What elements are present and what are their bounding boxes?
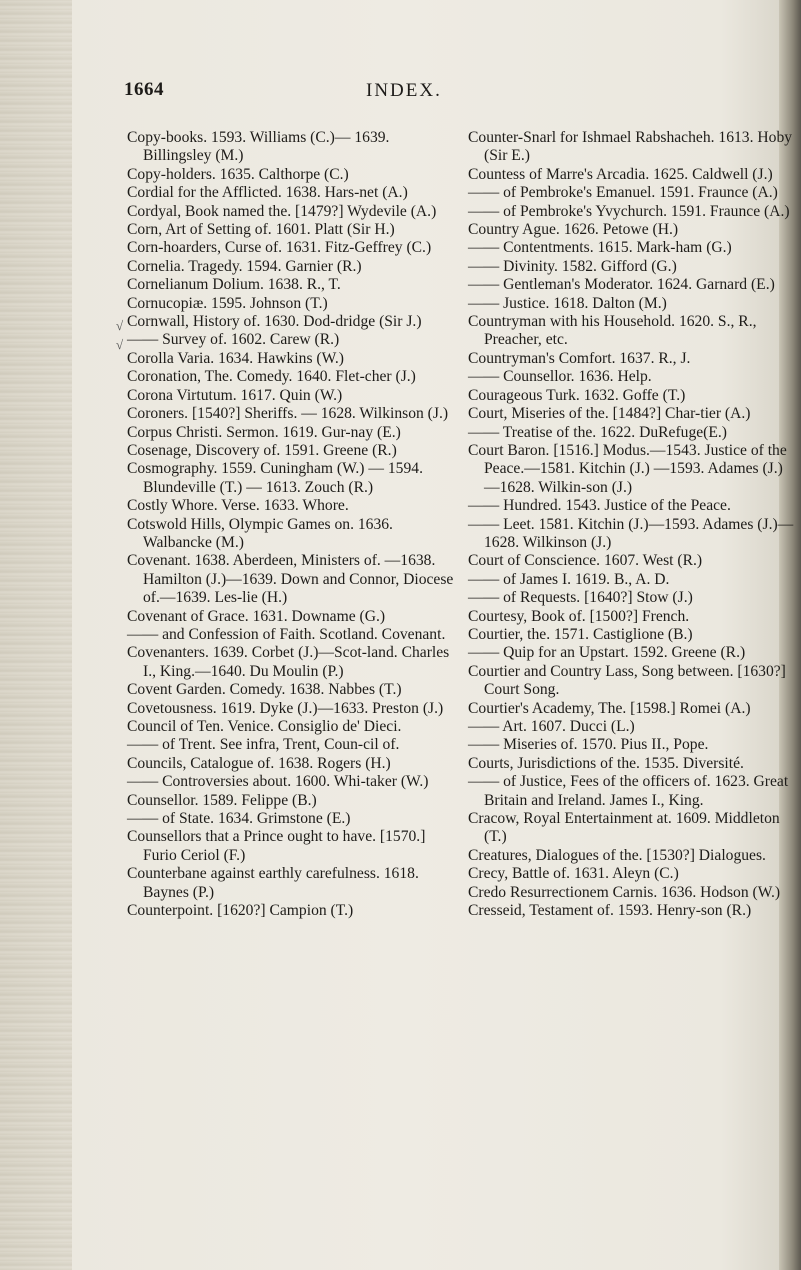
index-entry: —— of State. 1634. Grimstone (E.) — [127, 810, 351, 828]
index-entry: Corpus Christi. Sermon. 1619. Gur-nay (E.) — [127, 423, 401, 441]
index-entry: Countess of Marre's Arcadia. 1625. Caldwell (J.) — [468, 165, 773, 183]
index-entry: Courtier, the. 1571. Castiglione (B.) — [468, 625, 693, 643]
index-entry: —— Justice. 1618. Dalton (M.) — [468, 294, 667, 312]
index-entry: Counterpoint. [1620?] Campion (T.) — [127, 902, 354, 920]
index-entry: Court of Conscience. 1607. West (R.) — [468, 552, 703, 570]
index-entry: Corona Virtutum. 1617. Quin (W.) — [127, 386, 343, 404]
index-entry: Costly Whore. Verse. 1633. Whore. — [127, 497, 349, 515]
index-entry: —— Hundred. 1543. Justice of the Peace. — [468, 497, 731, 515]
index-entry: Counsellor. 1589. Felippe (B.) — [127, 791, 317, 809]
index-entry: Covenant of Grace. 1631. Downame (G.) — [127, 607, 386, 625]
index-entry: Covenanters. 1639. Corbet (J.)—Scot-land. Charles I., King.—1640. Du Moulin (P.) — [127, 644, 450, 680]
index-entry: Court Baron. [1516.] Modus.—1543. Justice of the Peace.—1581. Kitchin (J.) —1593. Adames (J.)—1628. Wilkin-son (J.) — [468, 441, 787, 496]
index-entry: —— of James I. 1619. B., A. D. — [468, 570, 670, 588]
index-entry: Cornwall, History of. 1630. Dod-dridge (Sir J.) — [127, 313, 422, 331]
index-entry: Courageous Turk. 1632. Goffe (T.) — [468, 386, 686, 404]
index-entry: —— Gentleman's Moderator. 1624. Garnard (E.) — [468, 276, 775, 294]
index-column-left — [127, 129, 457, 920]
margin-tick-mark: √ — [116, 318, 124, 333]
index-entry: —— of Trent. See infra, Trent, Coun-cil of. — [127, 736, 400, 754]
index-entry: Cotswold Hills, Olympic Games on. 1636. Walbancke (M.) — [127, 515, 393, 551]
index-entry: Covenant. 1638. Aberdeen, Ministers of. —1638. Hamilton (J.)—1639. Down and Connor, Diocese of.—1639. Les-lie (H.) — [127, 552, 454, 607]
index-entry: Cresseid, Testament of. 1593. Henry-son (R.) — [468, 902, 752, 920]
index-entry: Cordial for the Afflicted. 1638. Hars-net (A.) — [127, 184, 408, 202]
index-entry: —— Survey of. 1602. Carew (R.) — [127, 331, 340, 349]
index-entry: Court, Miseries of the. [1484?] Char-tier (A.) — [468, 405, 751, 423]
index-entry: Cordyal, Book named the. [1479?] Wydevile (A.) — [127, 202, 437, 220]
index-entry: Credo Resurrectionem Carnis. 1636. Hodson (W.) — [468, 883, 781, 901]
index-entry: Counterbane against earthly carefulness. 1618. Baynes (P.) — [127, 865, 419, 901]
index-entry: —— Contentments. 1615. Mark-ham (G.) — [468, 239, 732, 257]
index-entry: Cracow, Royal Entertainment at. 1609. Middleton (T.) — [468, 810, 780, 846]
index-entry: —— of Requests. [1640?] Stow (J.) — [468, 589, 693, 607]
index-entry: Corolla Varia. 1634. Hawkins (W.) — [127, 349, 344, 367]
index-entry: —— Art. 1607. Ducci (L.) — [468, 718, 635, 735]
page-gutter — [0, 0, 72, 1270]
index-entry: —— Leet. 1581. Kitchin (J.)—1593. Adames (J.)—1628. Wilkinson (J.) — [468, 515, 794, 551]
index-entry: Crecy, Battle of. 1631. Aleyn (C.) — [468, 865, 679, 883]
index-entry: —— Divinity. 1582. Gifford (G.) — [468, 257, 677, 275]
index-entry: Council of Ten. Venice. Consiglio de' Dieci. — [127, 718, 402, 735]
index-entry: Countryman with his Household. 1620. S., R., Preacher, etc. — [468, 313, 757, 349]
index-entry: Cornelianum Dolium. 1638. R., T. — [127, 276, 341, 294]
index-entry: Copy-books. 1593. Williams (C.)— 1639. Billingsley (M.) — [127, 129, 390, 165]
index-entry: Corn, Art of Setting of. 1601. Platt (Sir H.) — [127, 221, 395, 239]
index-entry: Courtesy, Book of. [1500?] French. — [468, 607, 690, 625]
index-entry: Cosmography. 1559. Cuningham (W.) — 1594. Blundeville (T.) — 1613. Zouch (R.) — [127, 460, 423, 496]
index-entry: Councils, Catalogue of. 1638. Rogers (H.) — [127, 754, 391, 772]
page-number: 1664 — [124, 79, 164, 100]
index-column-right — [468, 129, 798, 920]
index-entry: —— Treatise of the. 1622. DuRefuge(E.) — [468, 423, 727, 441]
margin-tick-mark: √ — [116, 337, 124, 352]
index-entry: Covent Garden. Comedy. 1638. Nabbes (T.) — [127, 681, 402, 699]
index-entry: Coroners. [1540?] Sheriffs. — 1628. Wilkinson (J.) — [127, 405, 449, 423]
index-entry: —— of Pembroke's Emanuel. 1591. Fraunce (A.) — [468, 184, 778, 202]
index-entry: Corn-hoarders, Curse of. 1631. Fitz-Geffrey (C.) — [127, 239, 432, 257]
index-entry: Country Ague. 1626. Petowe (H.) — [468, 221, 679, 239]
index-entry: —— Controversies about. 1600. Whi-taker (W.) — [127, 773, 429, 791]
index-entry: Creatures, Dialogues of the. [1530?] Dialogues. — [468, 846, 766, 864]
index-entry: —— Miseries of. 1570. Pius II., Pope. — [468, 736, 709, 754]
index-entry: —— of Pembroke's Yvychurch. 1591. Fraunce (A.) — [468, 202, 790, 220]
index-entry: —— Quip for an Upstart. 1592. Greene (R.) — [468, 644, 746, 662]
index-entry: Cosenage, Discovery of. 1591. Greene (R.) — [127, 441, 397, 459]
index-entry: Courtier's Academy, The. [1598.] Romei (A.) — [468, 699, 751, 717]
index-entry: Countryman's Comfort. 1637. R., J. — [468, 349, 691, 367]
index-entry: Counter-Snarl for Ishmael Rabshacheh. 1613. Hoby (Sir E.) — [468, 129, 793, 165]
index-entry: Covetousness. 1619. Dyke (J.)—1633. Preston (J.) — [127, 699, 444, 717]
running-title: INDEX. — [366, 80, 442, 101]
index-entry: Courts, Jurisdictions of the. 1535. Diversité. — [468, 754, 744, 772]
index-entry: —— of Justice, Fees of the officers of. 1623. Great Britain and Ireland. James I., King. — [468, 773, 789, 809]
index-entry: Counsellors that a Prince ought to have. [1570.] Furio Ceriol (F.) — [127, 828, 426, 864]
index-entry: Cornelia. Tragedy. 1594. Garnier (R.) — [127, 257, 362, 275]
index-entry: —— and Confession of Faith. Scotland. Covenant. — [127, 625, 446, 643]
index-entry: —— Counsellor. 1636. Help. — [468, 368, 652, 386]
index-entry: Coronation, The. Comedy. 1640. Flet-cher (J.) — [127, 368, 416, 386]
index-entry: Courtier and Country Lass, Song between. [1630?] Court Song. — [468, 662, 786, 699]
index-entry: Copy-holders. 1635. Calthorpe (C.) — [127, 165, 349, 183]
index-entry: Cornucopiæ. 1595. Johnson (T.) — [127, 294, 328, 312]
